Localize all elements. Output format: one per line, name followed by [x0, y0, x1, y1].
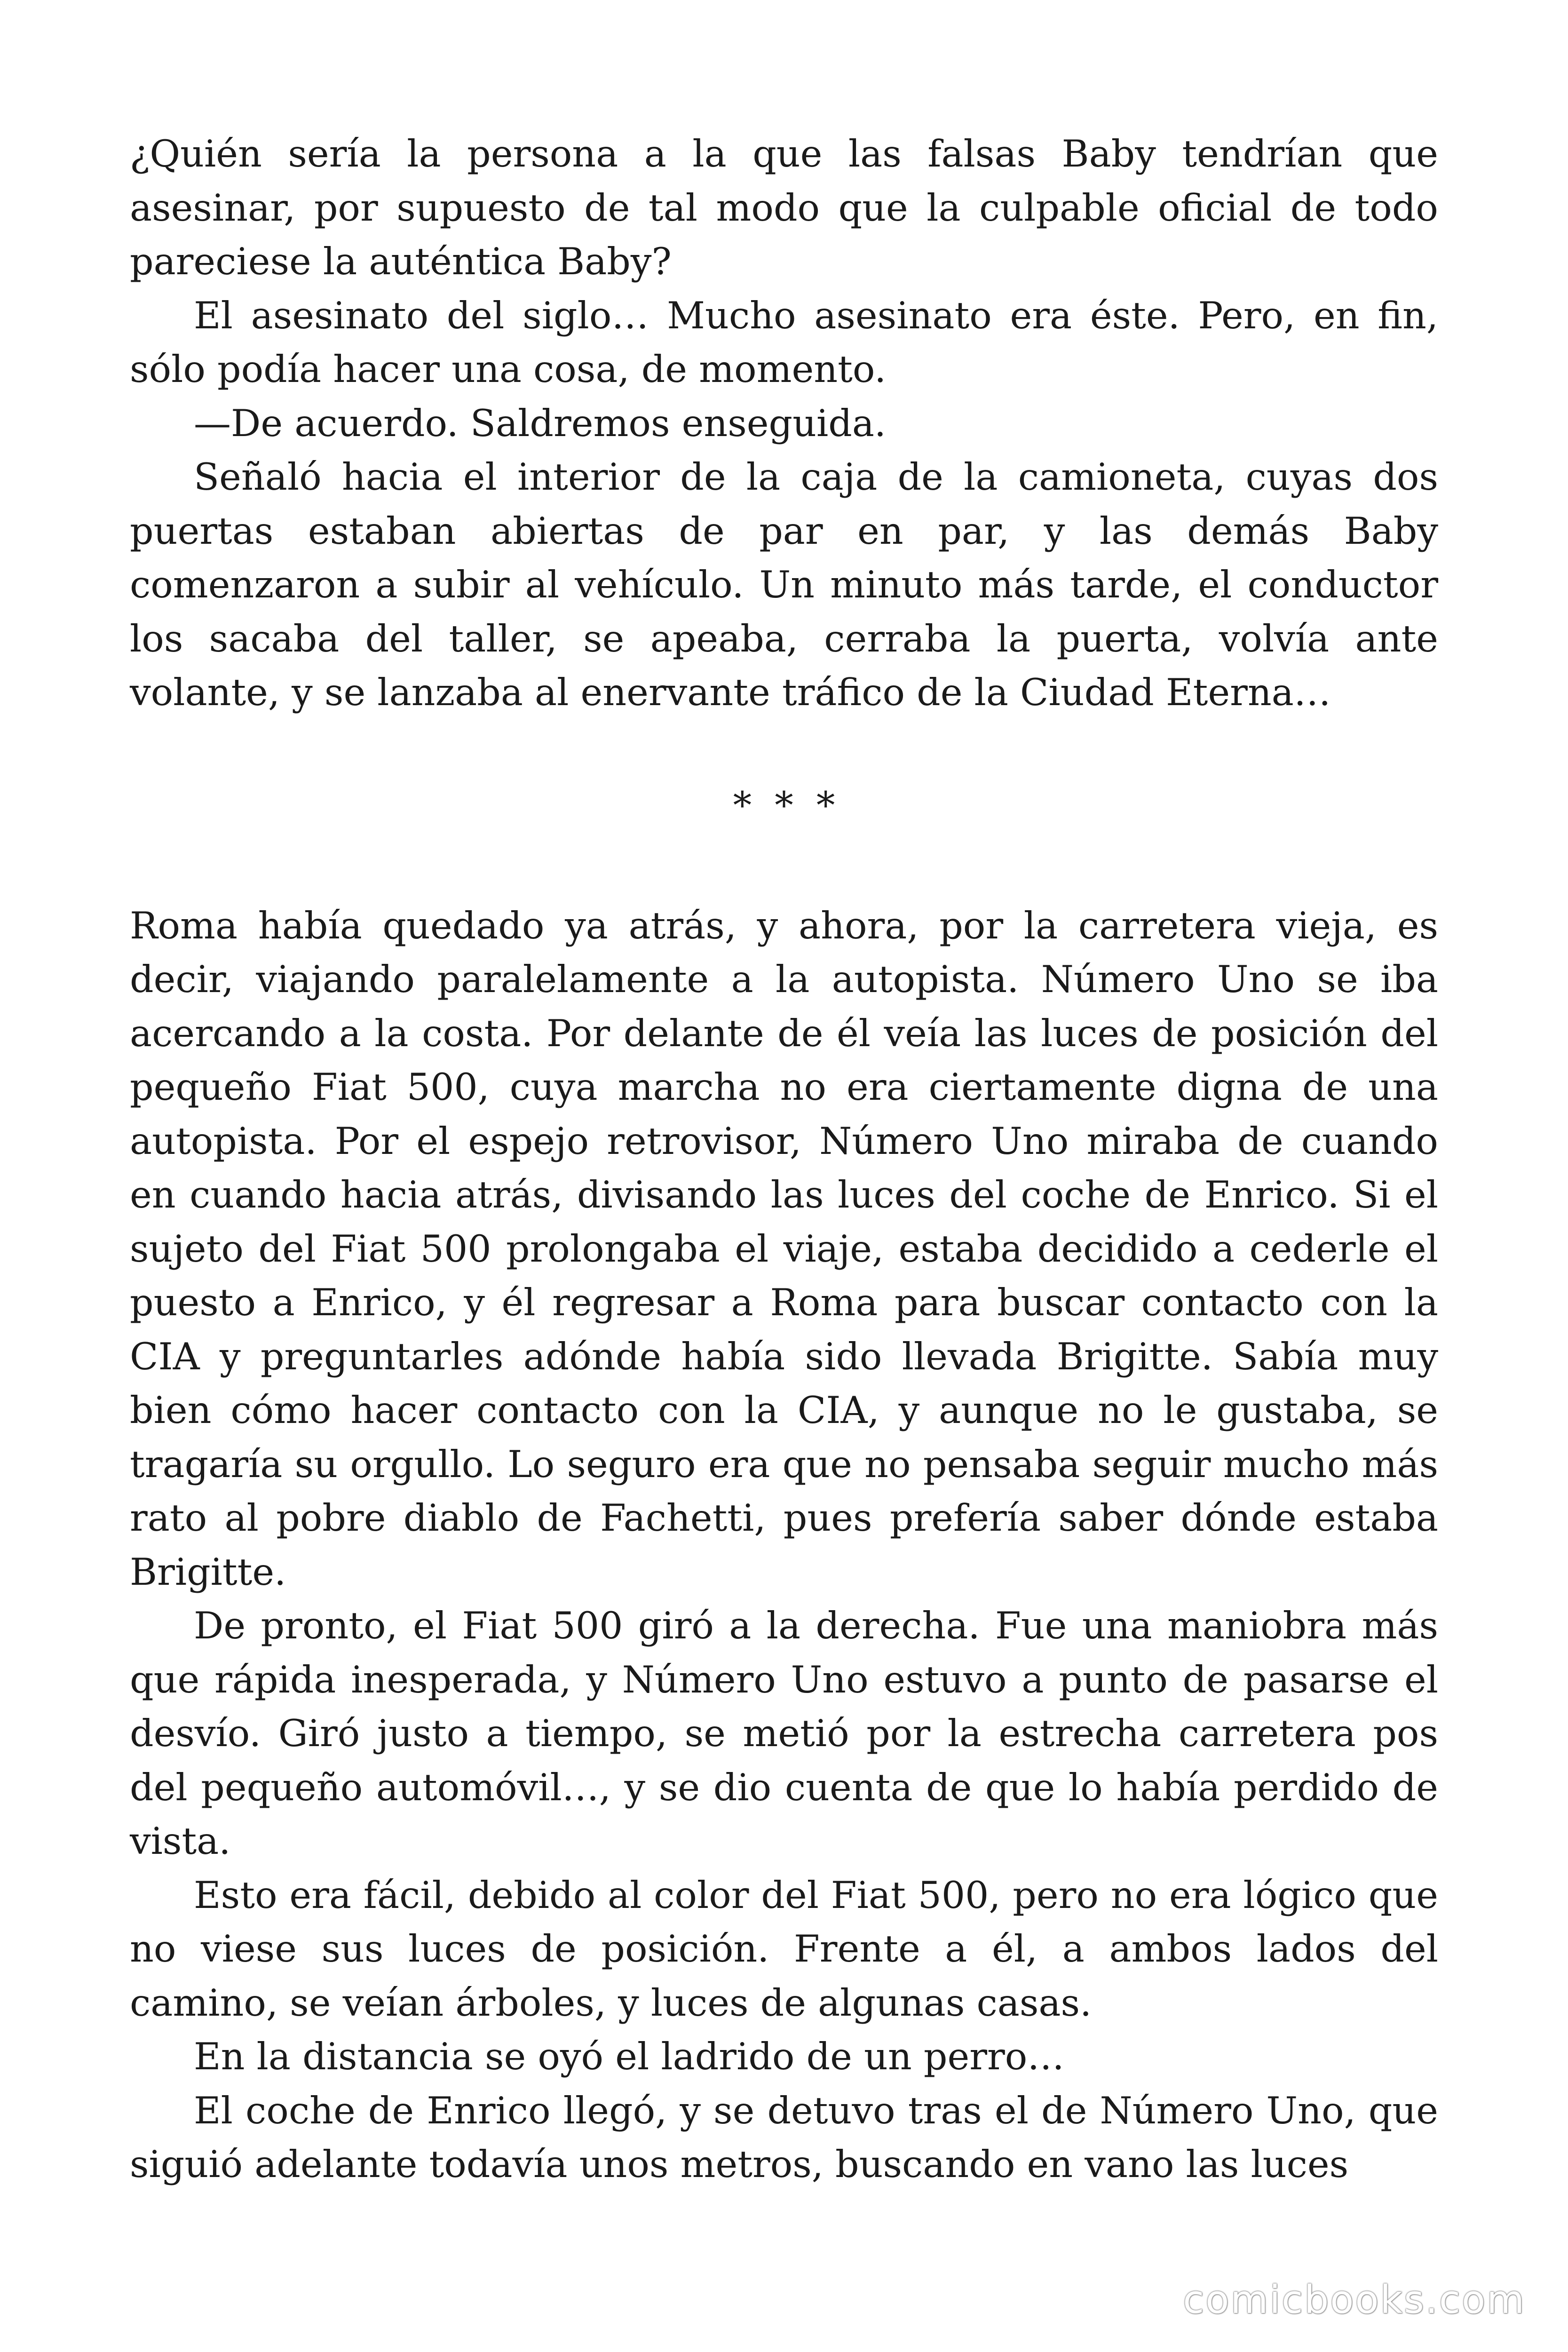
dialogue-line: —De acuerdo. Saldremos enseguida. — [194, 401, 887, 445]
watermark: comicbooks.com — [1183, 2278, 1526, 2322]
book-page — [130, 127, 1438, 2192]
paragraph: Esto era fácil, debido al color del Fiat 500, pero no era lógico que no viese sus luces de posición. Frente a él, a ambos lados del camino, se veían árboles, y luces de algunas casas. — [130, 1873, 1438, 2025]
paragraph: Roma había quedado ya atrás, y ahora, por la carretera vieja, es decir, viajando paralelamente a la autopista. Número Uno se iba acercando a la costa. Por delante de él veía las luces de posición del pequeño Fiat 500, cuya marcha no era ciertamente digna de una autopista. Por el espejo retrovisor, Número Uno miraba de cuando en cuando hacia atrás, divisando las luces del coche de Enrico. Si el sujeto del Fiat 500 prolongaba el viaje, estaba decidido a cederle el puesto a Enrico, y él regresar a Roma para buscar contacto con la CIA y preguntarles adónde había sido llevada Brigitte. Sabía muy bien cómo hacer contacto con la CIA, y aunque no le gustaba, se tragaría su orgullo. Lo seguro era que no pensaba seguir mucho más rato al pobre diablo de Fachetti, pues prefería saber dónde estaba Brigitte. — [130, 904, 1438, 1594]
paragraph: ¿Quién sería la persona a la que las falsas Baby tendrían que asesinar, por supuesto de tal modo que la culpable oficial de todo pareciese la auténtica Baby? — [130, 132, 1438, 283]
paragraph: De pronto, el Fiat 500 giró a la derecha. Fue una maniobra más que rápida inesperada, y Número Uno estuvo a punto de pasarse el desvío. Giró justo a tiempo, se metió por la estrecha carretera pos del pequeño automóvil…, y se dio cuenta de que lo había perdido de vista. — [130, 1604, 1438, 1863]
paragraph: El coche de Enrico llegó, y se detuvo tras el de Número Uno, que siguió adelante todavía unos metros, buscando en vano las luces — [130, 2089, 1438, 2186]
scene-separator: * * * — [733, 783, 835, 827]
paragraph: Señaló hacia el interior de la caja de la camioneta, cuyas dos puertas estaban abiertas de par en par, y las demás Baby comenzaron a subir al vehículo. Un minuto más tarde, el conductor los sacaba del taller, se apeaba, cerraba la puerta, volvía ante volante, y se lanzaba al enervante tráfico de la Ciudad Eterna… — [130, 455, 1438, 714]
paragraph: El asesinato del siglo… Mucho asesinato era éste. Pero, en fin, sólo podía hacer una cosa, de momento. — [130, 294, 1438, 391]
paragraph: En la distancia se oyó el ladrido de un perro… — [194, 2035, 1065, 2078]
